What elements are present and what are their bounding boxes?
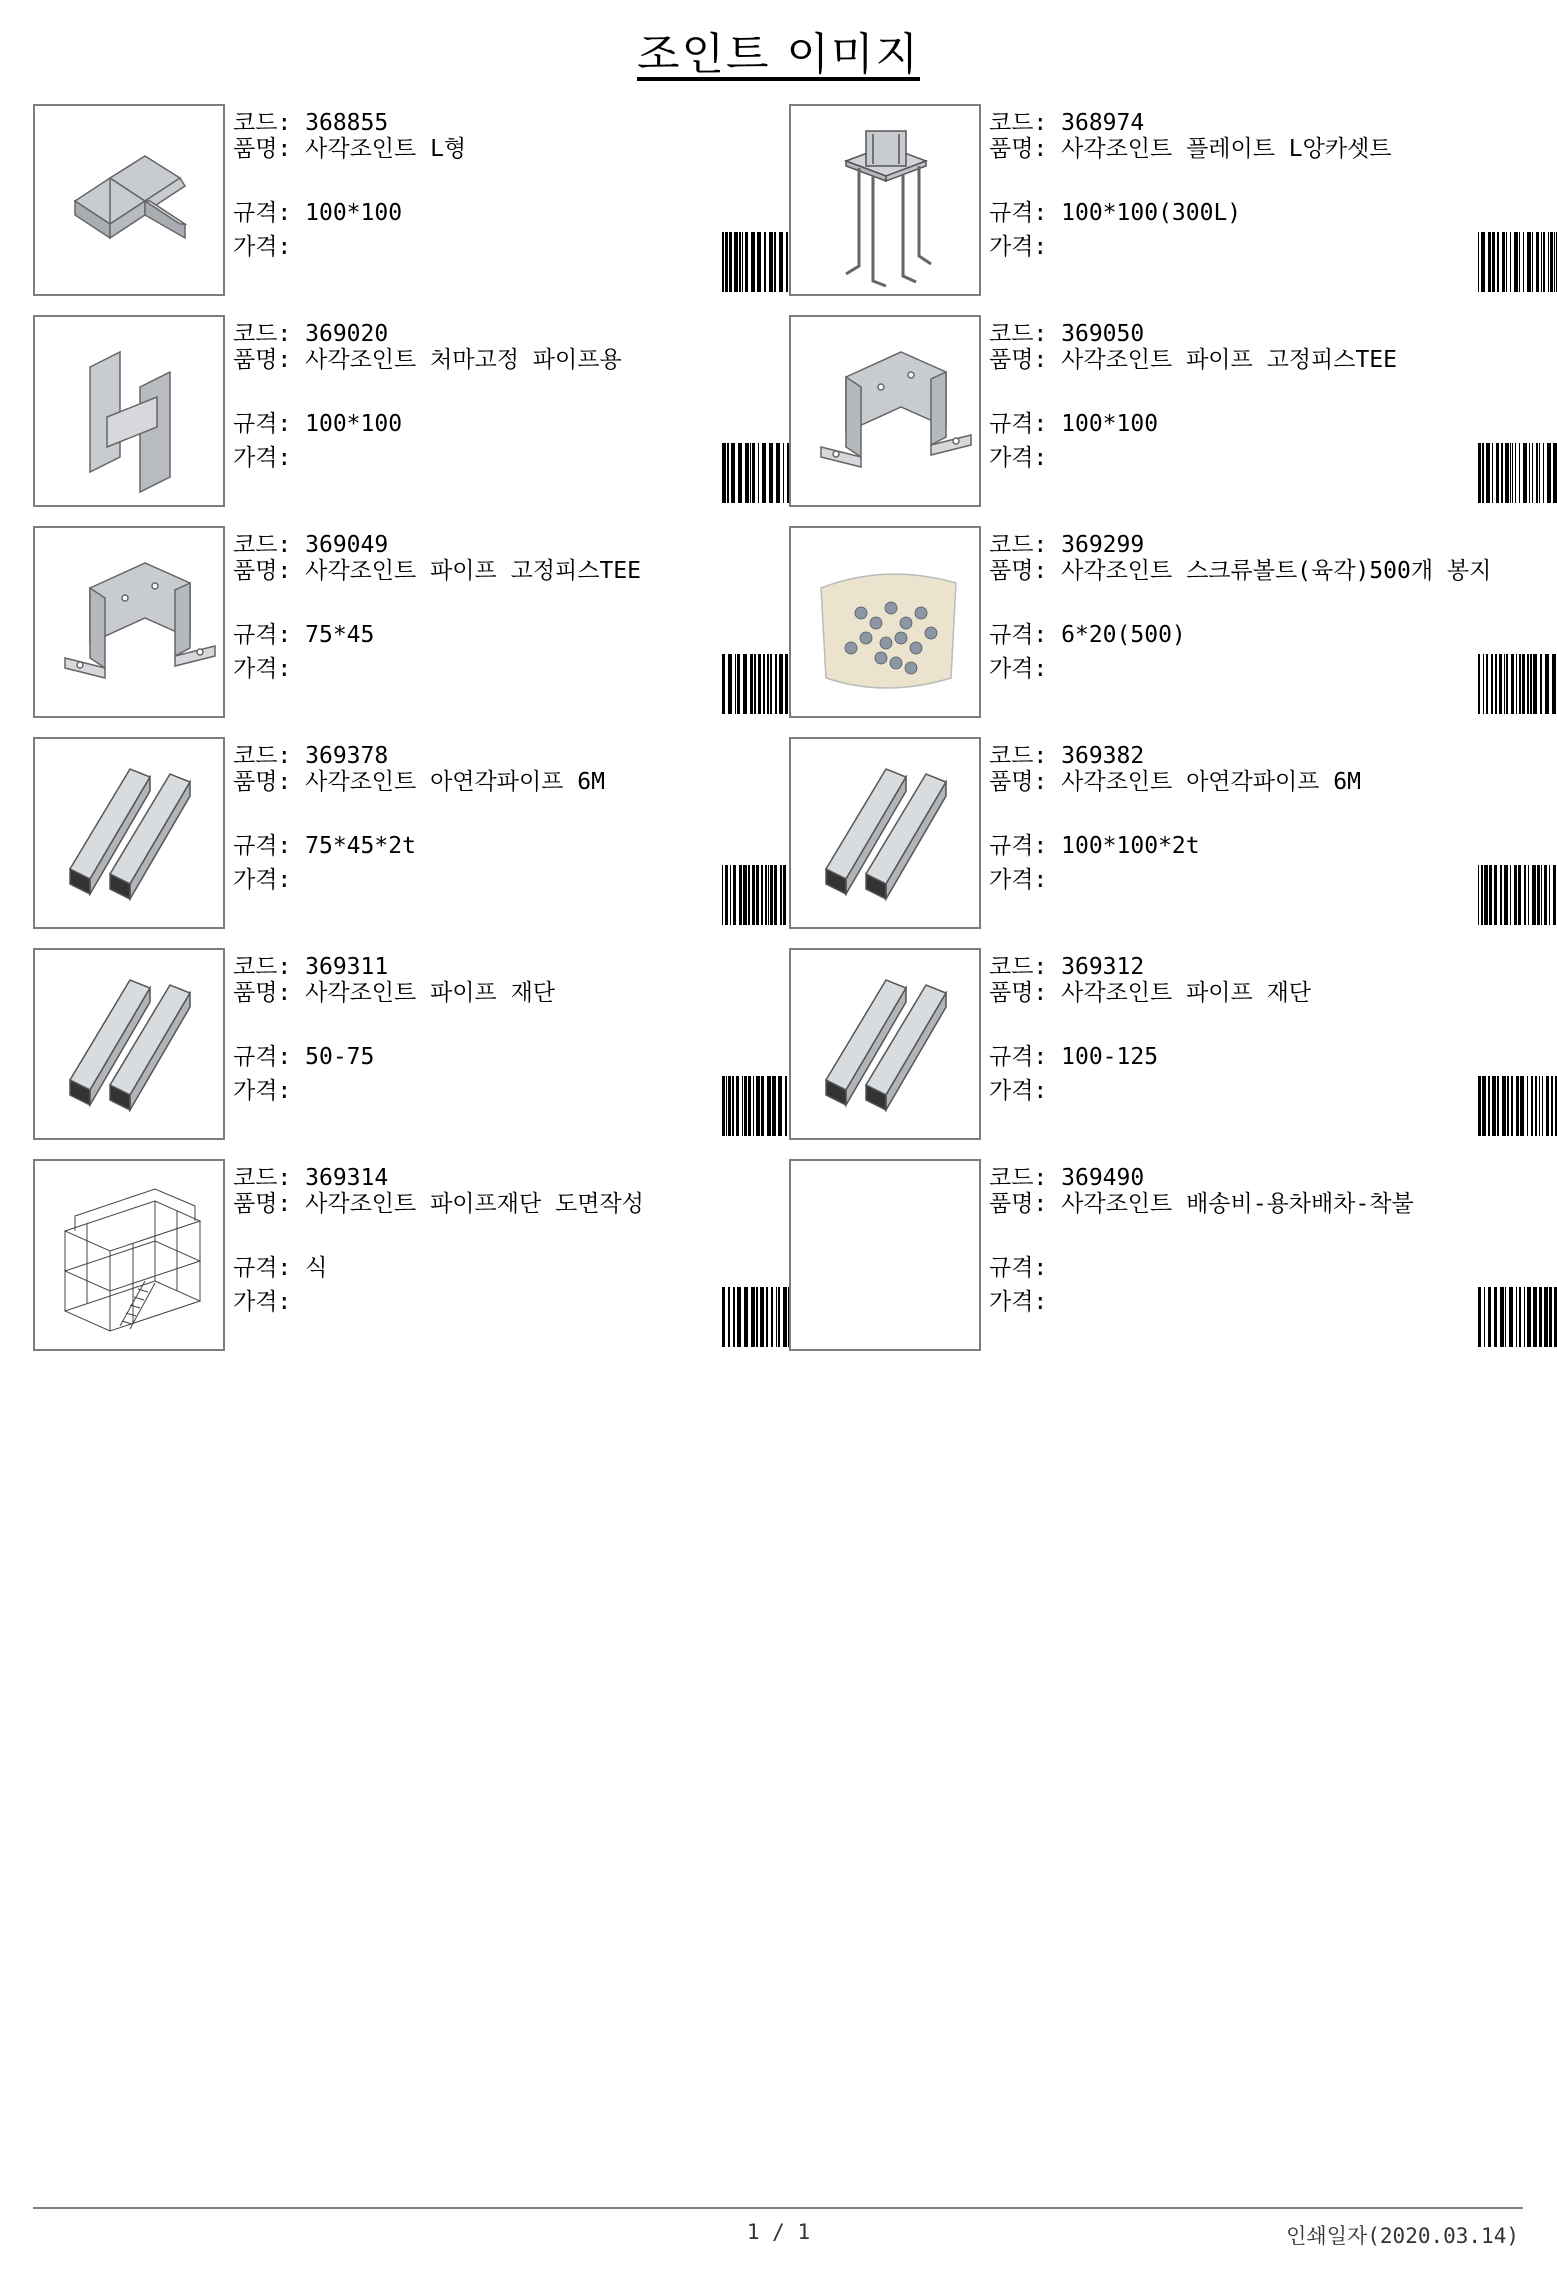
product-name-line <box>233 1193 768 1215</box>
product-card <box>33 315 778 507</box>
product-code-line <box>989 319 1144 349</box>
product-image <box>789 315 981 507</box>
product-spec-line <box>989 831 1200 861</box>
code-label: 코드: <box>233 321 306 347</box>
price-label: 가격: <box>989 234 1048 260</box>
frame-drawing-icon <box>35 1161 223 1349</box>
code-label: 코드: <box>989 1165 1062 1191</box>
product-spec: 100*100(300L) <box>1061 200 1242 226</box>
product-code-line <box>989 741 1144 771</box>
price-label: 가격: <box>989 445 1048 471</box>
product-spec: 식 <box>305 1255 328 1281</box>
product-code-line <box>233 319 388 349</box>
product-card <box>789 104 1534 296</box>
product-card <box>33 1159 778 1351</box>
product-spec-line <box>233 1253 327 1283</box>
product-spec-line <box>989 1042 1158 1072</box>
name-label: 품명: <box>233 347 306 373</box>
product-code-line <box>233 952 388 982</box>
product-code: 368855 <box>305 110 389 136</box>
spec-label: 규격: <box>989 1255 1048 1281</box>
product-price-line <box>233 654 291 684</box>
product-code-line <box>233 1163 388 1193</box>
product-price-line <box>233 232 291 262</box>
product-name-line <box>233 349 768 371</box>
product-card <box>789 948 1534 1140</box>
spec-label: 규격: <box>989 411 1062 437</box>
code-label: 코드: <box>989 110 1062 136</box>
product-code-line <box>233 530 388 560</box>
anchor-plate-icon <box>791 106 979 294</box>
product-code: 369314 <box>305 1165 389 1191</box>
product-name: 사각조인트 아연각파이프 6M <box>305 769 605 795</box>
product-price-line <box>989 654 1047 684</box>
product-spec-line <box>233 1042 374 1072</box>
screw-bag-icon <box>791 528 979 716</box>
product-code: 369299 <box>1061 532 1145 558</box>
product-name: 사각조인트 L형 <box>305 136 467 162</box>
name-label: 품명: <box>989 136 1062 162</box>
product-name-line <box>989 982 1524 1004</box>
product-card <box>33 526 778 718</box>
product-spec-line <box>989 409 1158 439</box>
price-label: 가격: <box>233 656 292 682</box>
product-name-line <box>233 771 768 793</box>
page-title: 조인트 이미지 <box>636 29 920 80</box>
code-label: 코드: <box>989 954 1062 980</box>
price-label: 가격: <box>989 656 1048 682</box>
product-price-line <box>233 443 291 473</box>
product-name: 사각조인트 배송비-용차배차-착불 <box>1061 1191 1414 1217</box>
product-name: 사각조인트 플레이트 L앙카셋트 <box>1061 136 1392 162</box>
spec-label: 규격: <box>233 622 306 648</box>
product-code: 369311 <box>305 954 389 980</box>
name-label: 품명: <box>989 1191 1062 1217</box>
name-label: 품명: <box>233 1191 306 1217</box>
product-image <box>33 315 225 507</box>
price-label: 가격: <box>989 1289 1048 1315</box>
product-code-line <box>989 952 1144 982</box>
product-code-line <box>233 741 388 771</box>
product-image <box>33 1159 225 1351</box>
product-card <box>33 104 778 296</box>
product-name: 사각조인트 스크류볼트(육각)500개 봉지 <box>1061 558 1492 584</box>
code-label: 코드: <box>989 321 1062 347</box>
product-name: 사각조인트 파이프 고정피스TEE <box>1061 347 1397 373</box>
product-name-line <box>989 1193 1524 1215</box>
spec-label: 규격: <box>989 200 1062 226</box>
product-spec: 75*45 <box>305 622 375 648</box>
product-name: 사각조인트 아연각파이프 6M <box>1061 769 1361 795</box>
spec-label: 규격: <box>233 833 306 859</box>
barcode <box>1476 1287 1557 1347</box>
code-label: 코드: <box>233 954 306 980</box>
price-label: 가격: <box>233 1078 292 1104</box>
spec-label: 규격: <box>989 622 1062 648</box>
product-card <box>789 737 1534 929</box>
product-name: 사각조인트 파이프재단 도면작성 <box>305 1191 644 1217</box>
product-price-line <box>989 1287 1047 1317</box>
product-image <box>789 948 981 1140</box>
price-label: 가격: <box>989 1078 1048 1104</box>
product-name-line <box>233 560 768 582</box>
square-pipe-icon <box>791 739 979 927</box>
product-name: 사각조인트 처마고정 파이프용 <box>305 347 622 373</box>
price-label: 가격: <box>989 867 1048 893</box>
u-bracket-icon <box>791 317 979 505</box>
product-spec-line <box>233 831 416 861</box>
product-code-line <box>989 530 1144 560</box>
price-label: 가격: <box>233 234 292 260</box>
product-card <box>33 737 778 929</box>
product-code: 369049 <box>305 532 389 558</box>
square-pipe-icon <box>791 950 979 1138</box>
product-spec-line <box>989 1253 1047 1283</box>
h-bracket-icon <box>35 317 223 505</box>
l-joint-icon <box>35 106 223 294</box>
product-spec-line <box>989 620 1186 650</box>
product-price-line <box>989 865 1047 895</box>
price-label: 가격: <box>233 445 292 471</box>
product-spec: 6*20(500) <box>1061 622 1186 648</box>
product-code: 369312 <box>1061 954 1145 980</box>
product-price-line <box>989 443 1047 473</box>
product-image <box>789 1159 981 1351</box>
name-label: 품명: <box>233 558 306 584</box>
product-spec-line <box>989 198 1241 228</box>
name-label: 품명: <box>989 347 1062 373</box>
product-code-line <box>989 1163 1144 1193</box>
product-name-line <box>233 138 768 160</box>
product-name: 사각조인트 파이프 재단 <box>1061 980 1312 1006</box>
spec-label: 규격: <box>233 1255 306 1281</box>
name-label: 품명: <box>989 980 1062 1006</box>
product-price-line <box>989 1076 1047 1106</box>
product-image <box>33 104 225 296</box>
price-label: 가격: <box>233 1289 292 1315</box>
spec-label: 규격: <box>989 833 1062 859</box>
barcode <box>1476 1076 1557 1136</box>
product-card <box>789 526 1534 718</box>
spec-label: 규격: <box>989 1044 1062 1070</box>
product-price-line <box>233 1076 291 1106</box>
barcode <box>1476 443 1557 503</box>
product-code: 369382 <box>1061 743 1145 769</box>
u-bracket-icon <box>35 528 223 716</box>
footer-divider <box>33 2207 1523 2209</box>
product-spec: 50-75 <box>305 1044 375 1070</box>
code-label: 코드: <box>233 532 306 558</box>
code-label: 코드: <box>989 532 1062 558</box>
page-number: 1 / 1 <box>746 2220 811 2244</box>
product-image <box>789 526 981 718</box>
name-label: 품명: <box>989 769 1062 795</box>
product-spec: 100*100 <box>1061 411 1159 437</box>
barcode <box>1476 654 1557 714</box>
name-label: 품명: <box>233 769 306 795</box>
product-image <box>789 104 981 296</box>
product-card <box>789 315 1534 507</box>
product-name-line <box>989 771 1524 793</box>
product-image <box>789 737 981 929</box>
product-spec-line <box>233 198 402 228</box>
product-name-line <box>989 138 1524 160</box>
product-name: 사각조인트 파이프 고정피스TEE <box>305 558 641 584</box>
product-code: 369378 <box>305 743 389 769</box>
product-spec: 100*100*2t <box>1061 833 1200 859</box>
product-code: 369050 <box>1061 321 1145 347</box>
product-code: 368974 <box>1061 110 1145 136</box>
square-pipe-icon <box>35 950 223 1138</box>
spec-label: 규격: <box>233 1044 306 1070</box>
price-label: 가격: <box>233 867 292 893</box>
code-label: 코드: <box>233 743 306 769</box>
product-price-line <box>233 865 291 895</box>
name-label: 품명: <box>989 558 1062 584</box>
product-image <box>33 737 225 929</box>
product-name-line <box>989 560 1524 582</box>
product-price-line <box>233 1287 291 1317</box>
code-label: 코드: <box>233 110 306 136</box>
print-date: 인쇄일자(2020.03.14) <box>1286 2224 1519 2248</box>
product-code: 369020 <box>305 321 389 347</box>
product-spec-line <box>233 620 374 650</box>
product-spec: 75*45*2t <box>305 833 416 859</box>
product-code: 369490 <box>1061 1165 1145 1191</box>
product-name-line <box>233 982 768 1004</box>
spec-label: 규격: <box>233 200 306 226</box>
product-image <box>33 948 225 1140</box>
barcode <box>1476 865 1557 925</box>
product-code-line <box>989 108 1144 138</box>
square-pipe-icon <box>35 739 223 927</box>
product-spec-line <box>233 409 402 439</box>
product-card <box>789 1159 1534 1351</box>
product-spec: 100*100 <box>305 200 403 226</box>
product-card <box>33 948 778 1140</box>
product-price-line <box>989 232 1047 262</box>
name-label: 품명: <box>233 136 306 162</box>
spec-label: 규격: <box>233 411 306 437</box>
code-label: 코드: <box>989 743 1062 769</box>
product-spec: 100-125 <box>1061 1044 1159 1070</box>
product-image <box>33 526 225 718</box>
product-code-line <box>233 108 388 138</box>
code-label: 코드: <box>233 1165 306 1191</box>
name-label: 품명: <box>233 980 306 1006</box>
product-name-line <box>989 349 1524 371</box>
barcode <box>1476 232 1557 292</box>
product-name: 사각조인트 파이프 재단 <box>305 980 556 1006</box>
product-spec: 100*100 <box>305 411 403 437</box>
